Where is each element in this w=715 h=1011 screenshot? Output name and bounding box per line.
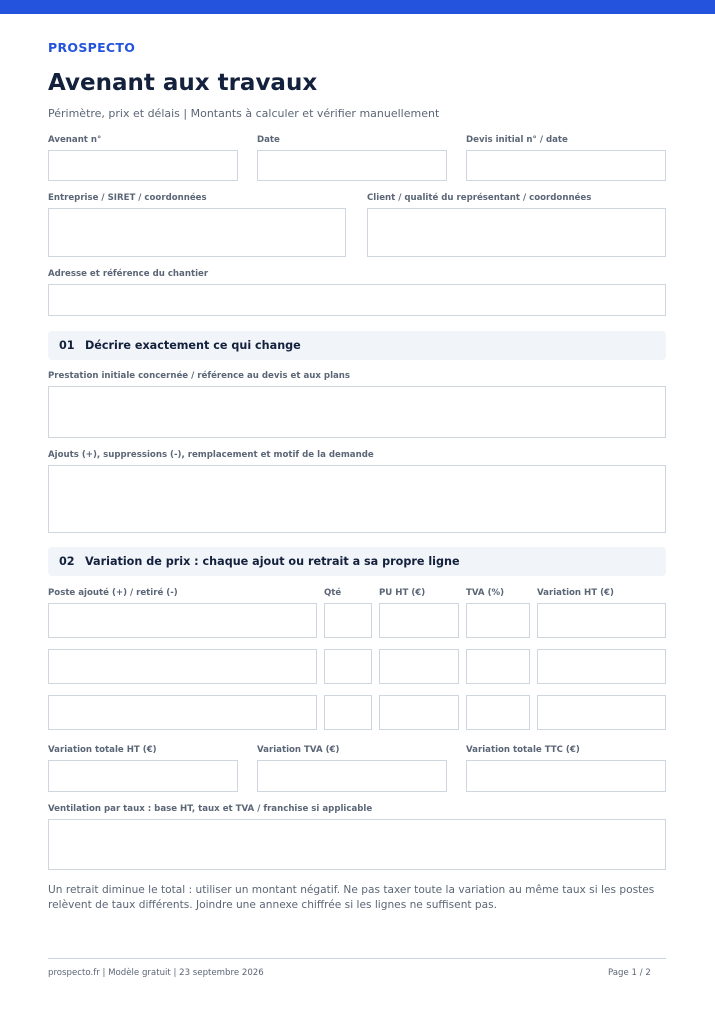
top-accent-bar [0,0,715,14]
section-2-number: 02 [59,555,75,568]
ventilation-field[interactable] [48,819,666,870]
avenant-number-field[interactable] [48,150,238,181]
section-2-title: Variation de prix : chaque ajout ou retrait a sa propre ligne [85,555,460,568]
entreprise-field[interactable] [48,208,346,257]
total-tva-label: Variation TVA (€) [257,745,340,755]
entreprise-label: Entreprise / SIRET / coordonnées [48,193,207,203]
page-title: Avenant aux travaux [48,70,318,96]
client-field[interactable] [367,208,666,257]
row-1-poste-field[interactable] [48,603,317,638]
total-ht-field[interactable] [48,760,238,792]
section-1-header [48,331,666,360]
client-label: Client / qualité du représentant / coordonnées [367,193,592,203]
prestation-field[interactable] [48,386,666,438]
col-poste-header: Poste ajouté (+) / retiré (-) [48,588,178,598]
total-tva-field[interactable] [257,760,447,792]
date-label: Date [257,135,280,145]
col-pu-ht-header: PU HT (€) [379,588,426,598]
avenant-number-label: Avenant n° [48,135,102,145]
devis-initial-field[interactable] [466,150,666,181]
section-1-title: Décrire exactement ce qui change [85,339,301,352]
col-variation-ht-header: Variation HT (€) [537,588,614,598]
prestation-label: Prestation initiale concernée / référence au devis et aux plans [48,371,351,381]
row-3-variation-ht-field[interactable] [537,695,666,730]
ajouts-field[interactable] [48,465,666,533]
ventilation-label: Ventilation par taux : base HT, taux et TVA / franchise si applicable [48,804,373,814]
row-2-poste-field[interactable] [48,649,317,684]
row-1-tva-field[interactable] [466,603,530,638]
page-number: Page 1 / 2 [608,968,651,978]
devis-initial-label: Devis initial n° / date [466,135,568,145]
page-subtitle: Périmètre, prix et délais | Montants à calculer et vérifier manuellement [48,107,440,120]
row-1-qte-field[interactable] [324,603,372,638]
total-ttc-field[interactable] [466,760,666,792]
instruction-note: Un retrait diminue le total : utiliser un montant négatif. Ne pas taxer toute la variation au même taux si les postes relèvent de taux différents. Joindre une annexe chiffrée si les lignes ne suffisent pas. [48,884,655,911]
row-3-pu-ht-field[interactable] [379,695,459,730]
ajouts-label: Ajouts (+), suppressions (-), remplacement et motif de la demande [48,450,374,460]
row-3-tva-field[interactable] [466,695,530,730]
row-3-poste-field[interactable] [48,695,317,730]
footer-divider [48,958,666,959]
section-1-number: 01 [59,339,75,352]
total-ttc-label: Variation totale TTC (€) [466,745,580,755]
col-tva-header: TVA (%) [466,588,505,598]
col-qte-header: Qté [324,588,342,598]
row-3-qte-field[interactable] [324,695,372,730]
date-field[interactable] [257,150,447,181]
adresse-label: Adresse et référence du chantier [48,269,209,279]
section-2-header [48,547,666,576]
row-2-qte-field[interactable] [324,649,372,684]
adresse-field[interactable] [48,284,666,316]
row-1-variation-ht-field[interactable] [537,603,666,638]
brand-name: PROSPECTO [48,40,136,55]
total-ht-label: Variation totale HT (€) [48,745,157,755]
row-2-pu-ht-field[interactable] [379,649,459,684]
row-2-variation-ht-field[interactable] [537,649,666,684]
row-2-tva-field[interactable] [466,649,530,684]
footer-source: prospecto.fr | Modèle gratuit | 23 septembre 2026 [48,968,264,978]
row-1-pu-ht-field[interactable] [379,603,459,638]
